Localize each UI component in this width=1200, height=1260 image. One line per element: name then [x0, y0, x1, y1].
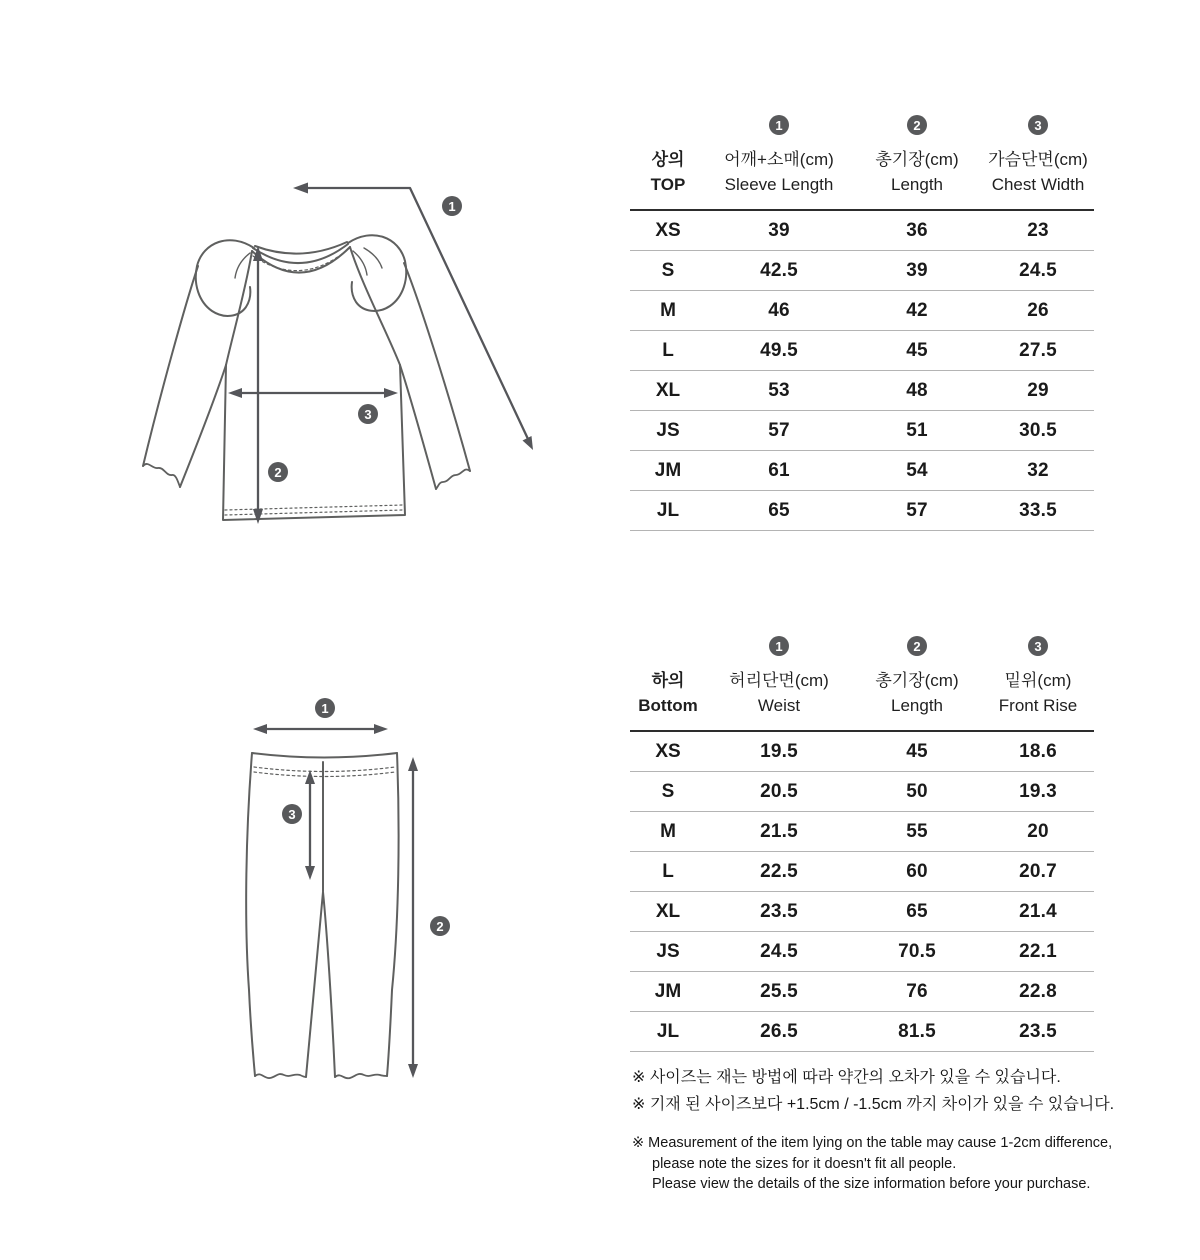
bottom-table-category: [630, 628, 706, 730]
cell-value: 18.6: [1019, 740, 1057, 762]
table-row: [630, 251, 1094, 291]
bottom-table-col-rise: [982, 628, 1094, 730]
leggings-measure-badge-3: 3: [282, 804, 302, 824]
english-note-line: Please view the details of the size information before your purchase.: [652, 1176, 1091, 1192]
table-row: [630, 451, 1094, 491]
size-label: S: [661, 259, 675, 281]
cell-value: 81.5: [898, 1020, 936, 1042]
table-row: [630, 291, 1094, 331]
leggings-line-drawing: [220, 680, 480, 1100]
cell-value: 26: [1027, 299, 1049, 321]
size-label: XS: [655, 740, 681, 762]
cell-value: 46: [768, 299, 790, 321]
cell-value: 22.1: [1019, 940, 1057, 962]
category-label-kr: 상의: [651, 150, 685, 169]
cell-value: 42: [906, 299, 928, 321]
size-label: JL: [656, 499, 680, 521]
size-label: JS: [656, 940, 680, 962]
cell-value: 24.5: [1019, 259, 1057, 281]
col-header-en: Chest Width: [991, 175, 1085, 194]
cell-value: 36: [906, 219, 928, 241]
table-row: [630, 732, 1094, 772]
cell-value: 39: [906, 259, 928, 281]
col-header-en: Length: [891, 696, 943, 715]
size-label: XS: [655, 219, 681, 241]
cell-value: 19.3: [1019, 780, 1057, 802]
cell-value: 65: [906, 900, 928, 922]
shirt-measure-badge-2: 2: [268, 462, 288, 482]
category-label-en: Bottom: [638, 696, 698, 715]
size-label: L: [662, 860, 674, 882]
size-label: JL: [656, 1020, 680, 1042]
table-row: [630, 812, 1094, 852]
cell-value: 76: [906, 980, 928, 1002]
cell-value: 53: [768, 379, 790, 401]
shirt-line-drawing: [100, 130, 560, 550]
col-header-kr: 가슴단면(cm): [988, 150, 1088, 169]
category-label-en: TOP: [650, 175, 686, 194]
cell-value: 57: [768, 419, 790, 441]
table-row: [630, 211, 1094, 251]
korean-notes: [632, 1064, 1114, 1118]
cell-value: 70.5: [898, 940, 936, 962]
circled-number-1-icon: 1: [769, 115, 789, 135]
size-label: M: [660, 299, 676, 321]
cell-value: 23.5: [760, 900, 798, 922]
size-label: XL: [655, 900, 681, 922]
cell-value: 48: [906, 379, 928, 401]
cell-value: 29: [1027, 379, 1049, 401]
cell-value: 22.8: [1019, 980, 1057, 1002]
shirt-measure-badge-3: 3: [358, 404, 378, 424]
table-row: [630, 331, 1094, 371]
cell-value: 50: [906, 780, 928, 802]
bottom-table-col-length: [852, 628, 982, 730]
circled-number-2-icon: 2: [907, 636, 927, 656]
table-row: [630, 852, 1094, 892]
circled-number-1-icon: 1: [769, 636, 789, 656]
col-header-kr: 총기장(cm): [875, 150, 959, 169]
table-row: [630, 1012, 1094, 1052]
cell-value: 32: [1027, 459, 1049, 481]
cell-value: 30.5: [1019, 419, 1057, 441]
size-label: L: [662, 339, 674, 361]
table-row: [630, 411, 1094, 451]
cell-value: 33.5: [1019, 499, 1057, 521]
cell-value: 51: [906, 419, 928, 441]
cell-value: 42.5: [760, 259, 798, 281]
top-table-header: [630, 107, 1094, 211]
size-label: M: [660, 820, 676, 842]
cell-value: 45: [906, 339, 928, 361]
cell-value: 23: [1027, 219, 1049, 241]
size-label: XL: [655, 379, 681, 401]
leggings-outline: [246, 753, 398, 1078]
bottom-size-table: [630, 628, 1094, 1052]
table-row: [630, 491, 1094, 531]
top-table-col-sleeve: [706, 107, 852, 209]
cell-value: 49.5: [760, 339, 798, 361]
cell-value: 61: [768, 459, 790, 481]
cell-value: 39: [768, 219, 790, 241]
top-table-category: [630, 107, 706, 209]
cell-value: 23.5: [1019, 1020, 1057, 1042]
col-header-kr: 밑위(cm): [1004, 671, 1072, 690]
bottom-table-header: [630, 628, 1094, 732]
table-row: [630, 932, 1094, 972]
table-row: [630, 772, 1094, 812]
english-note-line: ※ Measurement of the item lying on the table may cause 1-2cm difference,: [632, 1135, 1113, 1151]
cell-value: 55: [906, 820, 928, 842]
cell-value: 21.4: [1019, 900, 1057, 922]
col-header-kr: 어깨+소매(cm): [724, 150, 834, 169]
english-note-line: please note the sizes for it doesn't fit all people.: [652, 1155, 957, 1172]
cell-value: 65: [768, 499, 790, 521]
cell-value: 21.5: [760, 820, 798, 842]
top-size-table: [630, 107, 1094, 531]
table-row: [630, 972, 1094, 1012]
bottom-table-body: [630, 732, 1094, 1052]
cell-value: 20.5: [760, 780, 798, 802]
col-header-en: Weist: [757, 696, 801, 715]
cell-value: 20: [1027, 820, 1049, 842]
cell-value: 57: [906, 499, 928, 521]
table-row: [630, 371, 1094, 411]
cell-value: 26.5: [760, 1020, 798, 1042]
size-label: JM: [654, 459, 682, 481]
korean-note-line: ※ 사이즈는 재는 방법에 따라 약간의 오차가 있을 수 있습니다.: [632, 1069, 1061, 1086]
table-row: [630, 892, 1094, 932]
top-table-col-length: [852, 107, 982, 209]
shirt-outline: [143, 235, 470, 520]
top-table-col-chest: [982, 107, 1094, 209]
cell-value: 20.7: [1019, 860, 1057, 882]
circled-number-3-icon: 3: [1028, 636, 1048, 656]
cell-value: 19.5: [760, 740, 798, 762]
col-header-en: Sleeve Length: [724, 175, 834, 194]
leggings-measure-arrows: [253, 724, 418, 1078]
leggings-measure-badge-1: 1: [315, 698, 335, 718]
cell-value: 27.5: [1019, 339, 1057, 361]
top-table-body: [630, 211, 1094, 531]
shirt-measure-badge-1: 1: [442, 196, 462, 216]
korean-note-line: ※ 기재 된 사이즈보다 +1.5cm / -1.5cm 까지 차이가 있을 수 있습니다.: [632, 1096, 1115, 1113]
cell-value: 24.5: [760, 940, 798, 962]
col-header-kr: 총기장(cm): [875, 671, 959, 690]
category-label-kr: 하의: [651, 671, 685, 690]
circled-number-2-icon: 2: [907, 115, 927, 135]
english-notes: [632, 1133, 1112, 1195]
bottom-table-col-waist: [706, 628, 852, 730]
circled-number-3-icon: 3: [1028, 115, 1048, 135]
col-header-en: Front Rise: [998, 696, 1078, 715]
col-header-kr: 허리단면(cm): [729, 671, 829, 690]
col-header-en: Length: [891, 175, 943, 194]
size-label: JS: [656, 419, 680, 441]
size-label: JM: [654, 980, 682, 1002]
cell-value: 45: [906, 740, 928, 762]
cell-value: 60: [906, 860, 928, 882]
cell-value: 22.5: [760, 860, 798, 882]
leggings-measure-badge-2: 2: [430, 916, 450, 936]
cell-value: 25.5: [760, 980, 798, 1002]
size-label: S: [661, 780, 675, 802]
cell-value: 54: [906, 459, 928, 481]
